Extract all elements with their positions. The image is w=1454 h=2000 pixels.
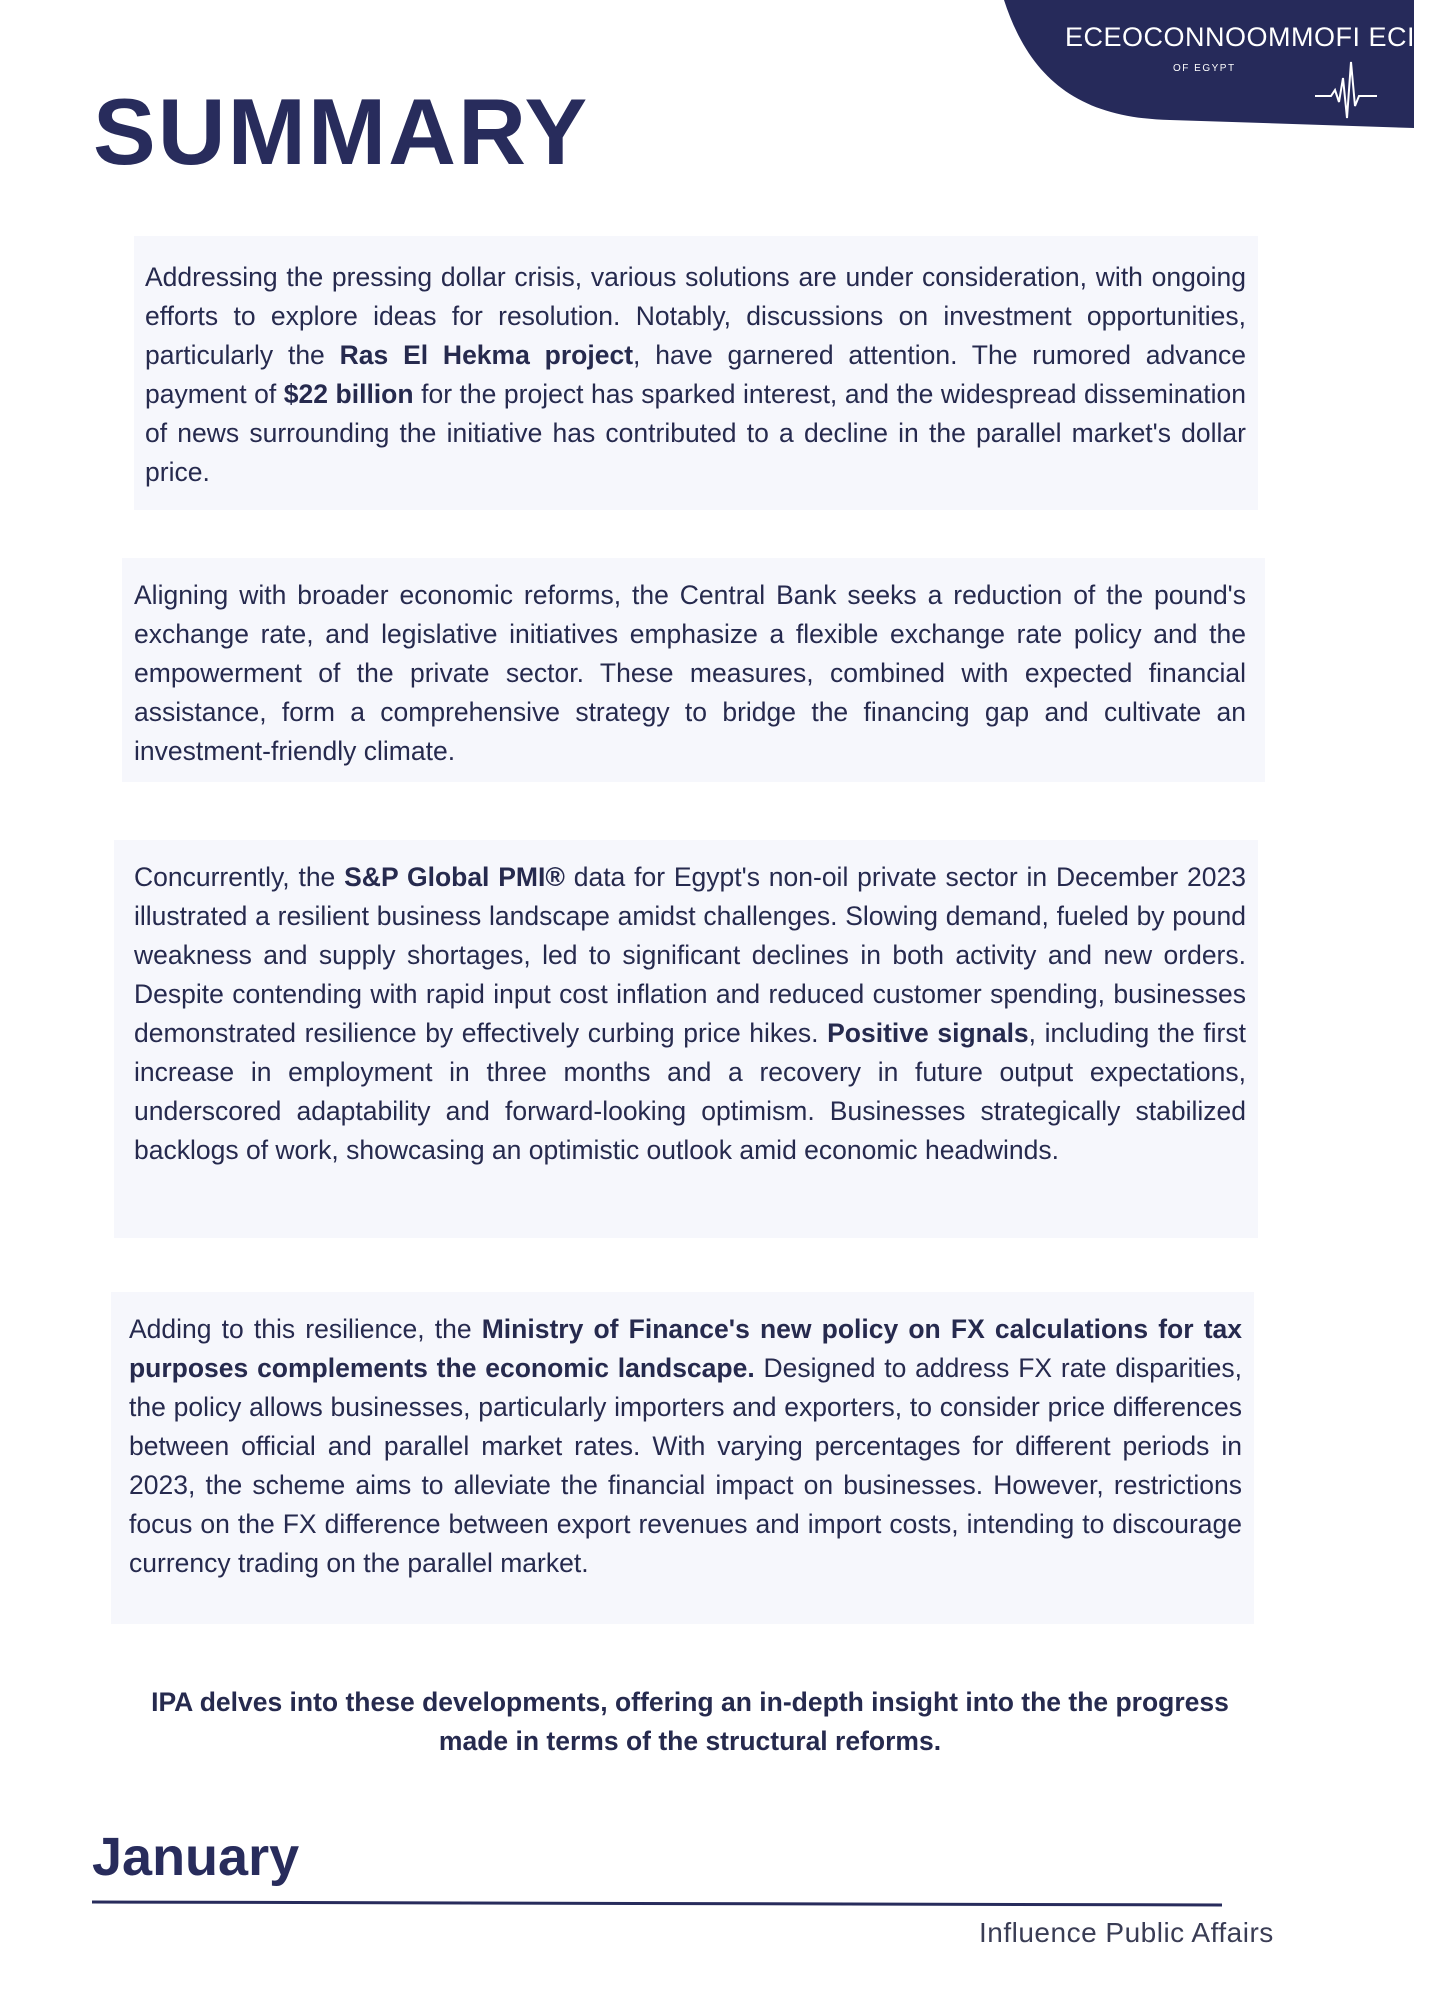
paragraph-reforms: Aligning with broader economic reforms, the Central Bank seeks a reduction of the pound's exchange rate, and legislative initiatives emphasize a flexible exchange rate policy and the empowerment of the private sector. These measures, combined with expected financial assistance, form a comprehensive strategy to bridge the financing gap and cultivate an investment-friendly climate. [134,580,1246,766]
summary-panel-dollar-crisis [134,236,1258,510]
summary-panel-pmi [114,840,1258,1238]
heartbeat-line-icon [1315,62,1377,124]
page-title: SUMMARY [93,79,590,184]
brand-subtitle: OF EGYPT [1173,63,1236,74]
footer-divider [92,1900,1222,1908]
highlight-22-billion: $22 billion [283,379,414,409]
brand-name: ECEOCONNOOMMOFI ECICP [1065,22,1454,52]
highlight-ministry-policy: Ministry of Finance's new policy on FX calculations for tax purposes complements the economic landscape. [129,1314,1242,1383]
highlight-positive-signals: Positive signals [827,1018,1029,1048]
closing-statement: IPA delves into these developments, offering an in-depth insight into the the progress made in terms of the structural reforms. [151,1687,1229,1756]
summary-panel-fx-policy [111,1292,1254,1624]
footer-month: January [92,1827,300,1887]
paragraph-pmi: Concurrently, the S&P Global PMI® data for Egypt's non-oil private sector in December 2023 illustrated a resilient business landscape amidst challenges. Slowing demand, fueled by pound weakness and supply shortages, led to significant declines in both activity and new orders. Despite contending with rapid input cost inflation and reduced customer spending, businesses demonstrated resilience by effectively curbing price hikes. Positive signals, including the first increase in employment in three months and a recovery in future output expectations, underscored adaptability and forward-looking optimism. Businesses strategically stabilized backlogs of work, showcasing an optimistic outlook amid economic headwinds. [134,862,1246,1165]
paragraph-dollar-crisis: Addressing the pressing dollar crisis, various solutions are under consideration, with ongoing efforts to explore ideas for resolution. Notably, discussions on investment opportunities, particularly the Ras El Hekma project, have garnered attention. The rumored advance payment of $22 billion for the project has sparked interest, and the widespread dissemination of news surrounding the initiative has contributed to a decline in the parallel market's dollar price. [145,262,1247,487]
highlight-ras-el-hekma: Ras El Hekma project [339,340,634,370]
summary-panel-reforms [122,558,1265,782]
highlight-sp-global-pmi: S&P Global PMI® [344,862,565,892]
paragraph-fx-policy: Adding to this resilience, the Ministry of Finance's new policy on FX calculations for tax purposes complements the economic landscape. Designed to address FX rate disparities, the policy allows businesses, particularly importers and exporters, to consider price differences between official and parallel market rates. With varying percentages for different periods in 2023, the scheme aims to alleviate the financial impact on businesses. However, restrictions focus on the FX difference between export revenues and import costs, intending to discourage currency trading on the parallel market. [129,1314,1242,1578]
footer-organization: Influence Public Affairs [979,1917,1274,1948]
